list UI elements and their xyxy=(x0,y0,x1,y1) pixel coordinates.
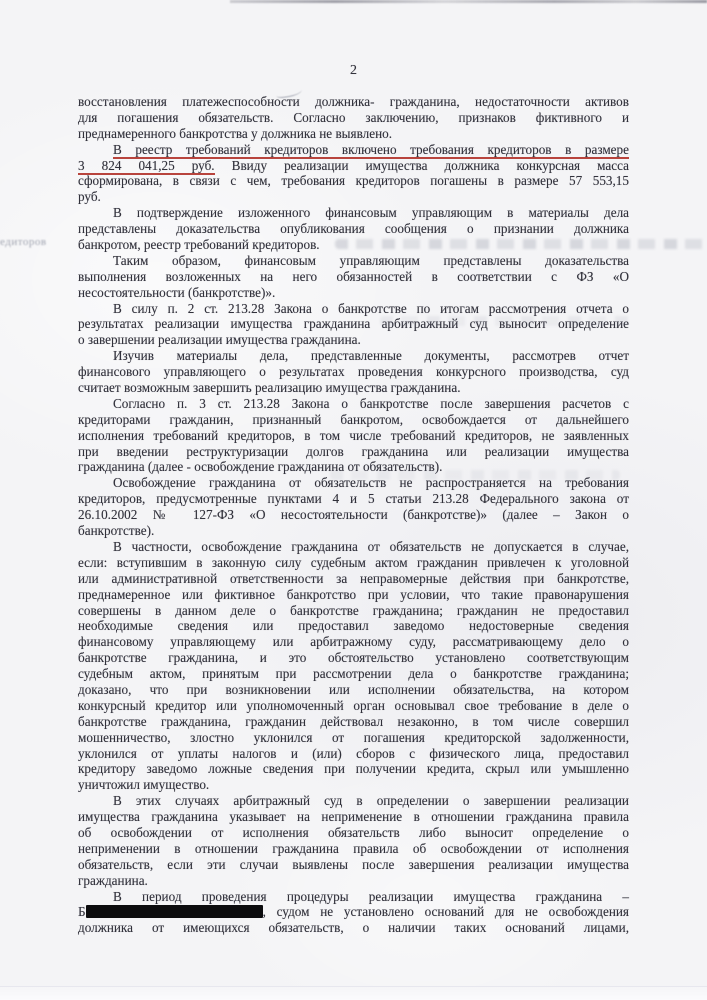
text-segment: уклонился от уплаты налогов и (или) сборов с физического лица, предоставил xyxy=(78,745,629,761)
text-line xyxy=(78,539,629,555)
text-segment: должника от имеющихся обязательств, о наличии таких оснований лицами, xyxy=(78,920,629,936)
scan-bottom-edge xyxy=(0,986,707,1000)
text-segment: Б xyxy=(78,904,86,920)
redaction-box xyxy=(86,905,263,918)
text-line xyxy=(78,523,629,539)
text-line xyxy=(78,873,629,889)
text-line xyxy=(78,666,629,682)
text-segment: , судом не установлено оснований для не освобождения xyxy=(262,904,629,920)
red-underlined-text: 3 824 041,25 руб. xyxy=(78,157,215,173)
text-segment: В подтверждение изложенного финансовым управляющим в материалы дела xyxy=(113,205,629,221)
text-line xyxy=(78,173,629,189)
text-segment: 26.10.2002 № 127-ФЗ «О несостоятельности (банкротстве)» (далее – Закон о xyxy=(78,507,629,523)
text-line xyxy=(78,618,629,634)
text-segment: имущества гражданина указывает на неприменение в отношении гражданина правила xyxy=(78,809,629,825)
text-line xyxy=(78,682,629,698)
text-segment: конкурсный кредитор или уполномоченный орган основывал свое требование в деле о xyxy=(78,697,629,713)
text-line xyxy=(78,571,629,587)
paragraph xyxy=(78,889,629,937)
paragraph xyxy=(78,348,629,396)
text-segment: банкротстве гражданина, гражданин действовал незаконно, в том числе совершил xyxy=(78,713,629,729)
text-line xyxy=(78,380,629,396)
text-line xyxy=(78,444,629,460)
text-line xyxy=(78,761,629,777)
bleed-through-strip xyxy=(330,470,620,480)
text-segment: В период проведения процедуры реализации имущества гражданина – xyxy=(113,888,629,904)
paragraph xyxy=(78,253,629,301)
text-line xyxy=(78,730,629,746)
text-line xyxy=(78,920,629,936)
text-line xyxy=(78,364,629,380)
text-line xyxy=(78,698,629,714)
text-line xyxy=(78,205,629,221)
text-segment: преднамеренное или фиктивное банкротство при условии, что такие правонарушения xyxy=(78,586,629,602)
text-segment: банкротстве). xyxy=(78,523,155,539)
text-segment: судебным актом, принятым при рассмотрении дела о банкротстве гражданина; xyxy=(78,666,629,682)
text-segment: выполнения возложенных на него обязанностей в соответствии с ФЗ «О xyxy=(78,268,629,284)
text-line xyxy=(78,507,629,523)
text-line xyxy=(78,94,629,110)
text-segment: уничтожил имущество. xyxy=(78,777,210,793)
text-segment: результатах реализации имущества гражданина арбитражный суд выносит определение xyxy=(78,316,629,332)
text-segment: кредиторов, предусмотренные пунктами 4 и 5 статьи 213.28 Федерального закона от xyxy=(78,491,629,507)
paragraph xyxy=(78,142,629,206)
text-line xyxy=(78,142,629,158)
text-line xyxy=(78,634,629,650)
text-segment: кредитору заведомо ложные сведения при получении кредита, скрыл или умышленно xyxy=(78,761,629,777)
scan-edge-smudge xyxy=(230,0,707,3)
text-segment: банкротстве гражданина, и это обстоятельство установлено соответствующим xyxy=(78,650,629,666)
text-segment: обязательств, если эти случаи выявлены после завершения реализации имущества xyxy=(78,856,629,872)
text-line xyxy=(78,269,629,285)
text-line xyxy=(78,126,629,142)
text-line xyxy=(78,189,629,205)
text-segment: считает возможным завершить реализацию имущества гражданина. xyxy=(78,380,461,396)
document-text xyxy=(78,94,629,936)
text-segment: Таким образом, финансовым управляющим представлены доказательства xyxy=(113,252,629,268)
paragraph xyxy=(78,396,629,475)
text-segment: необходимые сведения или предоставил заведомо недостоверные сведения xyxy=(78,618,629,634)
text-line xyxy=(78,301,629,317)
text-segment: доказано, что при возникновении или исполнении обязательства, на котором xyxy=(78,681,629,697)
text-line xyxy=(78,158,629,174)
text-line xyxy=(78,221,629,237)
text-segment: гражданина (далее - освобождение гражданина от обязательств). xyxy=(78,459,443,475)
text-line xyxy=(78,396,629,412)
text-segment: преднамеренного банкротства у должника не выявлено. xyxy=(78,125,393,141)
text-segment: кредиторами гражданин, признанный банкротом, освобождается от дальнейшего xyxy=(78,411,629,427)
text-line xyxy=(78,889,629,905)
text-line xyxy=(78,746,629,762)
text-line xyxy=(78,253,629,269)
text-line xyxy=(78,491,629,507)
text-line xyxy=(78,348,629,364)
text-segment: В частности, освобождение гражданина от обязательств не допускается в случае, xyxy=(113,538,629,554)
text-segment: несостоятельности (банкротстве)». xyxy=(78,284,276,300)
text-segment: восстановления платежеспособности должника- гражданина, недостаточности активов xyxy=(78,94,629,109)
text-line xyxy=(78,825,629,841)
text-line xyxy=(78,793,629,809)
paragraph xyxy=(78,539,629,793)
bleed-through-strip xyxy=(380,316,630,326)
text-line xyxy=(78,809,629,825)
text-line xyxy=(78,555,629,571)
text-line xyxy=(78,332,629,348)
text-segment: совершены в данном деле о банкротстве гражданина; гражданин не предоставил xyxy=(78,602,629,618)
text-segment: В силу п. 2 ст. 213.28 Закона о банкротстве по итогам рассмотрения отчета о xyxy=(113,300,629,316)
text-segment: исполнения требований кредиторов, в том числе требований кредиторов, не заявленных xyxy=(78,427,629,443)
text-segment: при введении реструктуризации долгов гражданина или реализации имущества xyxy=(78,443,629,459)
text-segment: об освобождении от исполнения обязательств либо выносит определение о xyxy=(78,824,629,840)
text-line xyxy=(78,777,629,793)
text-segment: руб. xyxy=(78,189,101,205)
text-segment: гражданина. xyxy=(78,872,148,888)
text-segment: сформирована, в связи с чем, требования кредиторов погашены в размере 57 553,15 xyxy=(78,173,629,189)
paragraph xyxy=(78,793,629,888)
red-underlined-text: В реестр требований кредиторов включено требования кредиторов в размере xyxy=(113,141,629,157)
text-segment: представлены доказательства опубликования сообщения о признании должника xyxy=(78,221,629,237)
bleed-through-strip xyxy=(335,239,705,249)
text-line xyxy=(78,841,629,857)
text-line xyxy=(78,285,629,301)
text-segment: Ввиду реализации имущества должника конкурсная масса xyxy=(214,157,629,173)
text-line xyxy=(78,904,629,920)
text-line xyxy=(78,412,629,428)
text-line xyxy=(78,587,629,603)
text-line xyxy=(78,650,629,666)
text-segment: если: вступившим в законную силу судебным актом гражданин привлечен к уголовной xyxy=(78,554,629,570)
text-segment: финансовому управляющему или арбитражному суду, рассматривающему дело о xyxy=(78,634,629,650)
text-segment: или административной ответственности за неправомерные действия при банкротстве, xyxy=(78,570,629,586)
page-number: 2 xyxy=(350,63,357,78)
text-line xyxy=(78,428,629,444)
text-segment: неприменении в отношении гражданина правила об освобождении от исполнения xyxy=(78,840,629,856)
bleed-through-text: едиторов xyxy=(0,236,47,248)
text-segment: мошенничество, злостно уклонился от погашения кредиторской задолженности, xyxy=(78,729,629,745)
text-segment: В этих случаях арбитражный суд в определении о завершении реализации xyxy=(113,793,629,809)
text-segment: Изучив материалы дела, представленные документы, рассмотрев отчет xyxy=(113,348,629,364)
text-segment: о завершении реализации имущества гражданина. xyxy=(78,332,361,348)
paragraph xyxy=(78,94,629,142)
text-line xyxy=(78,110,629,126)
paragraph xyxy=(78,475,629,539)
text-line xyxy=(78,857,629,873)
text-line xyxy=(78,603,629,619)
text-segment: финансового управляющего о результатах проведения конкурсного производства, суд xyxy=(78,364,629,380)
text-segment: Согласно п. 3 ст. 213.28 Закона о банкротстве после завершения расчетов с xyxy=(113,395,629,411)
text-line xyxy=(78,714,629,730)
text-segment: Освобождение гражданина от обязательств не распространяется на требования xyxy=(113,475,629,491)
text-segment: банкротом, реестр требований кредиторов. xyxy=(78,237,320,253)
text-segment: для погашения обязательств. Согласно заключению, признаков фиктивного и xyxy=(78,109,629,125)
